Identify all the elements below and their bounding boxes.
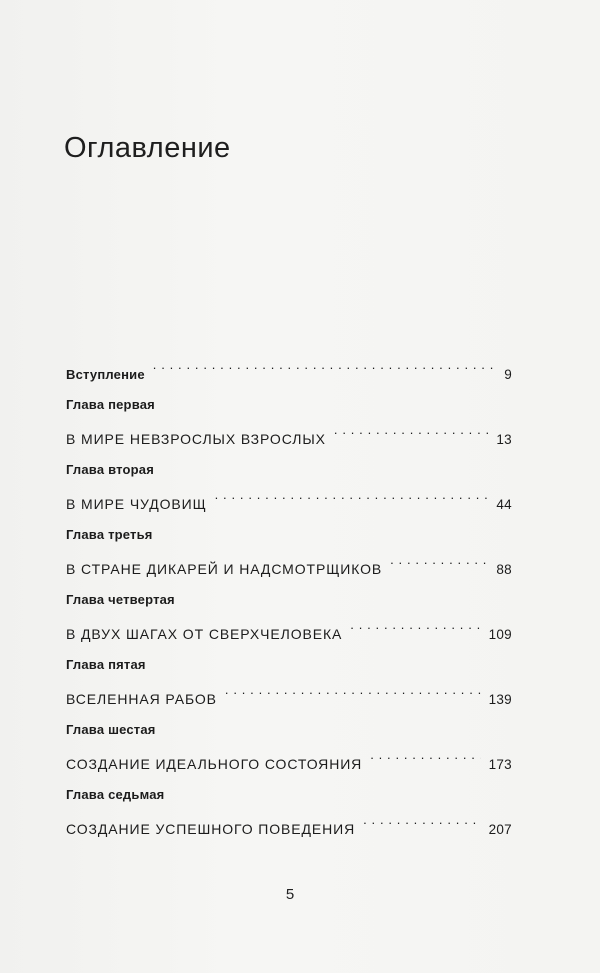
toc-chapter-1 [66, 394, 512, 447]
toc-entry [66, 481, 512, 512]
chapter-label: Глава вторая [66, 462, 154, 477]
toc-page-number: 9 [504, 367, 512, 382]
toc-chapter-2 [66, 459, 512, 512]
dot-leader [363, 806, 480, 834]
dot-leader [350, 611, 480, 639]
table-of-contents [66, 351, 512, 849]
toc-page-number: 109 [488, 627, 512, 642]
toc-chapter-7 [66, 784, 512, 837]
toc-page-number: 173 [488, 757, 512, 772]
chapter-title: СОЗДАНИЕ ИДЕАЛЬНОГО СОСТОЯНИЯ [66, 756, 363, 772]
chapter-title: В СТРАНЕ ДИКАРЕЙ И НАДСМОТРЩИКОВ [66, 561, 383, 577]
toc-entry-intro [66, 351, 512, 382]
toc-page-number: 13 [496, 432, 512, 447]
chapter-title: В МИРЕ ЧУДОВИЩ [66, 496, 207, 512]
dot-leader [370, 741, 480, 769]
dot-leader [334, 416, 488, 444]
toc-chapter-3 [66, 524, 512, 577]
chapter-title: В МИРЕ НЕВЗРОСЛЫХ ВЗРОСЛЫХ [66, 431, 326, 447]
page-title: Оглавление [64, 132, 231, 164]
chapter-label: Глава четвертая [66, 592, 175, 607]
toc-page-number: 139 [488, 692, 512, 707]
chapter-label: Глава шестая [66, 722, 156, 737]
toc-page-number: 207 [488, 822, 512, 837]
chapter-title: ВСЕЛЕННАЯ РАБОВ [66, 691, 217, 707]
toc-entry [66, 806, 512, 837]
dot-leader [153, 351, 496, 379]
toc-page-number: 88 [496, 562, 512, 577]
dot-leader [390, 546, 488, 574]
toc-entry [66, 676, 512, 707]
toc-entry [66, 741, 512, 772]
page-number: 5 [285, 886, 295, 903]
chapter-label: Глава пятая [66, 657, 146, 672]
chapter-title: СОЗДАНИЕ УСПЕШНОГО ПОВЕДЕНИЯ [66, 821, 356, 837]
chapter-title: В ДВУХ ШАГАХ ОТ СВЕРХЧЕЛОВЕКА [66, 626, 343, 642]
toc-entry [66, 611, 512, 642]
toc-chapter-5 [66, 654, 512, 707]
toc-entry [66, 546, 512, 577]
toc-chapter-6 [66, 719, 512, 772]
dot-leader [215, 481, 489, 509]
toc-chapter-4 [66, 589, 512, 642]
chapter-label: Глава третья [66, 527, 153, 542]
toc-entry [66, 416, 512, 447]
chapter-label: Глава первая [66, 397, 155, 412]
chapter-label: Глава седьмая [66, 787, 165, 802]
toc-entry-label: Вступление [66, 367, 145, 382]
toc-page-number: 44 [496, 497, 512, 512]
dot-leader [225, 676, 481, 704]
